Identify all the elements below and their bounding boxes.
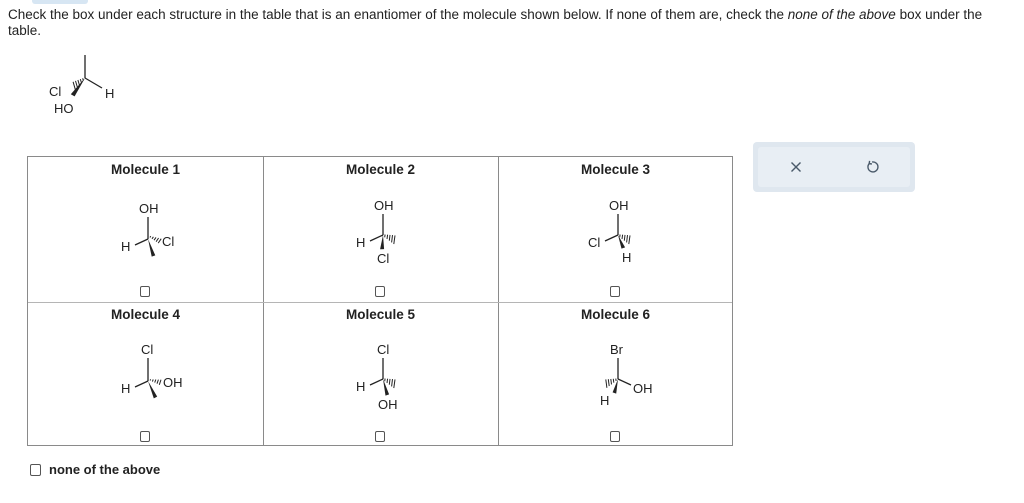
molecule-label: Cl — [377, 251, 390, 266]
molecule-label: Cl — [377, 342, 390, 357]
top-tab-indicator — [32, 0, 88, 4]
molecule-checkbox[interactable] — [140, 286, 150, 297]
ref-label-ho: HO — [54, 101, 74, 116]
molecule-structure — [108, 341, 188, 411]
molecule-title: Molecule 5 — [345, 307, 416, 322]
molecule-structure — [343, 341, 423, 413]
molecule-cell-2 — [263, 157, 498, 302]
molecule-structure — [578, 341, 658, 413]
molecule-label: OH — [139, 201, 159, 216]
molecule-checkbox[interactable] — [140, 431, 150, 442]
molecule-label: OH — [378, 397, 398, 412]
reference-molecule — [40, 50, 130, 125]
molecule-label: H — [121, 239, 131, 254]
molecule-label: Cl — [588, 235, 601, 250]
molecule-label: Cl — [162, 234, 175, 249]
answer-toolbar — [753, 142, 915, 192]
molecule-cell-6 — [498, 302, 733, 447]
molecule-label: H — [600, 393, 610, 408]
molecule-label: H — [356, 235, 366, 250]
clear-button[interactable] — [758, 147, 834, 187]
ref-label-h: H — [105, 86, 115, 101]
none-of-the-above-checkbox[interactable] — [30, 464, 41, 476]
molecule-label: OH — [163, 375, 183, 390]
molecule-cell-5 — [263, 302, 498, 447]
molecule-structure — [343, 195, 423, 267]
molecule-label: Br — [610, 342, 623, 357]
molecule-title: Molecule 2 — [345, 162, 416, 177]
molecule-title: Molecule 4 — [110, 307, 181, 322]
none-of-the-above-label: none of the above — [49, 462, 161, 477]
none-of-the-above-option[interactable] — [30, 462, 160, 477]
molecule-structure — [578, 195, 658, 267]
molecule-cell-3 — [498, 157, 733, 302]
molecule-title: Molecule 6 — [580, 307, 651, 322]
molecule-label: H — [356, 379, 366, 394]
molecule-label: Cl — [141, 342, 154, 357]
molecule-checkbox[interactable] — [610, 286, 620, 297]
answer-toolbar-inner — [758, 147, 910, 187]
instructions — [8, 7, 1016, 39]
instructions-text-1: Check the box under each structure in the table that is an enantiomer of the molecule shown below. If none of them are, check the — [8, 7, 788, 22]
molecule-label: H — [121, 381, 131, 396]
molecule-label: H — [622, 250, 632, 265]
molecule-cell-1 — [28, 157, 263, 302]
molecule-checkbox[interactable] — [375, 286, 385, 297]
x-icon — [790, 161, 802, 173]
molecule-label: OH — [609, 198, 629, 213]
molecule-table — [27, 156, 733, 446]
molecule-cell-4 — [28, 302, 263, 447]
molecule-structure — [108, 197, 188, 267]
molecule-title: Molecule 3 — [580, 162, 651, 177]
molecule-label: OH — [374, 198, 394, 213]
molecule-label: OH — [633, 381, 653, 396]
instructions-emphasis: none of the above — [787, 7, 896, 22]
molecule-checkbox[interactable] — [610, 431, 620, 442]
molecule-title: Molecule 1 — [110, 162, 181, 177]
molecule-checkbox[interactable] — [375, 431, 385, 442]
ref-label-cl: Cl — [49, 84, 62, 99]
reset-button[interactable] — [834, 147, 910, 187]
instructions-text-2: box under the table. — [8, 7, 983, 38]
undo-icon — [865, 160, 879, 174]
